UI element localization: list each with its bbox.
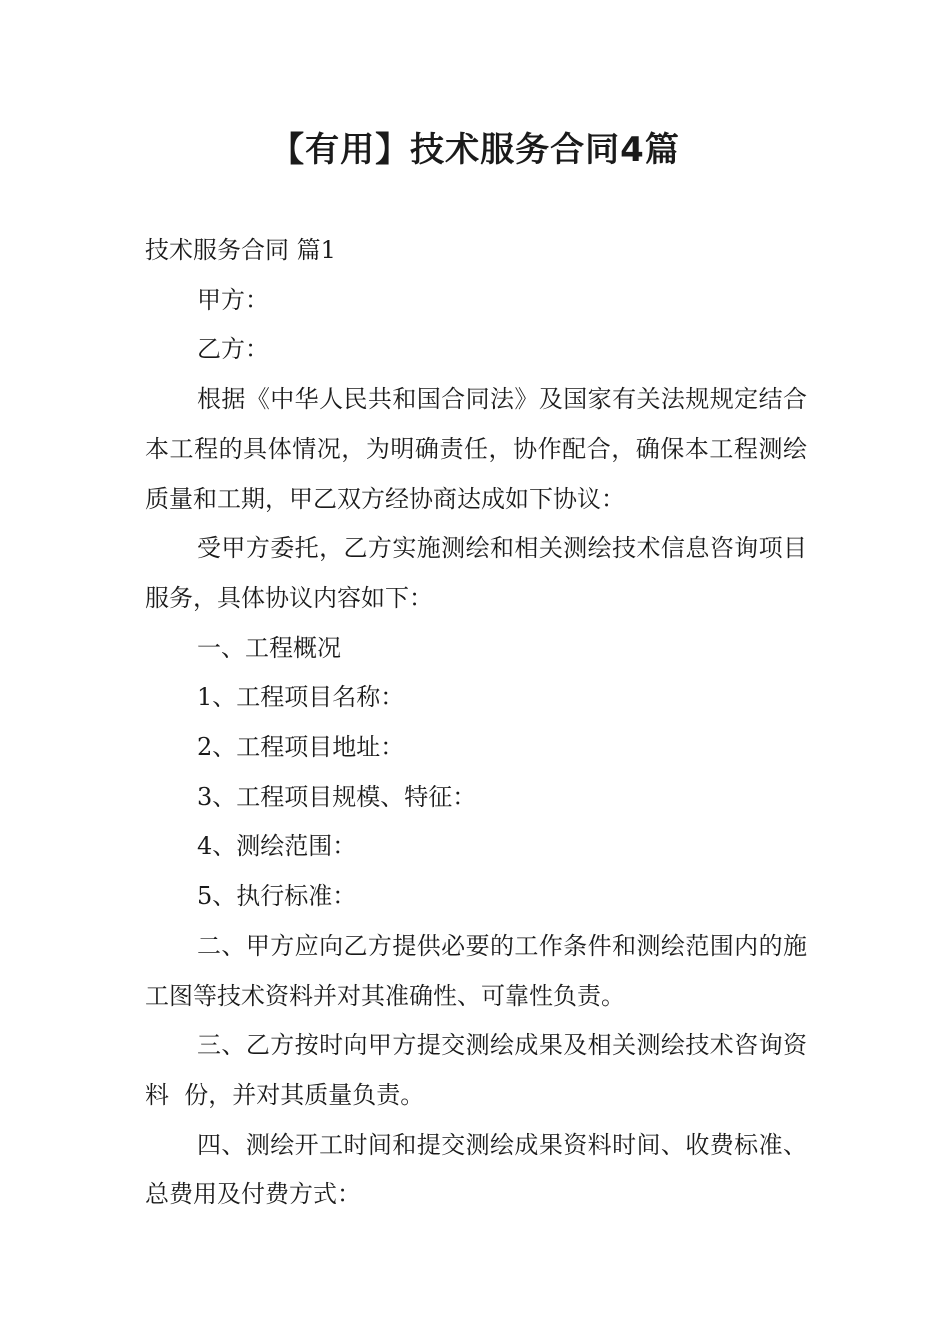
paragraph-party-a: 甲方： xyxy=(197,285,269,314)
paragraph-item-2: 2、工程项目地址： xyxy=(197,733,405,762)
paragraph-section-4: 四、测绘开工时间和提交测绘成果资料时间、收费标准、总费用及付费方式： xyxy=(145,1130,807,1209)
paragraph-item-5: 5、执行标准： xyxy=(197,882,357,911)
section-heading: 技术服务合同 篇1 xyxy=(145,236,336,264)
document-body xyxy=(145,226,807,1220)
document-title: 【有用】技术服务合同4篇 xyxy=(270,130,680,170)
paragraph-legal-basis: 根据《中华人民共和国合同法》及国家有关法规规定结合本工程的具体情况，为明确责任，协作配合，确保本工程测绘质量和工期，甲乙双方经协商达成如下协议： xyxy=(145,385,807,513)
paragraph-section-1-heading: 一、工程概况 xyxy=(197,633,341,662)
paragraph-section-2: 二、甲方应向乙方提供必要的工作条件和测绘范围内的施工图等技术资料并对其准确性、可靠性负责。 xyxy=(145,931,807,1010)
paragraph-item-3: 3、工程项目规模、特征： xyxy=(197,782,477,811)
paragraph-commission: 受甲方委托，乙方实施测绘和相关测绘技术信息咨询项目服务，具体协议内容如下： xyxy=(145,534,807,612)
paragraph-party-b: 乙方： xyxy=(197,335,269,364)
paragraph-item-4: 4、测绘范围： xyxy=(197,832,357,861)
paragraph-section-3: 三、乙方按时向甲方提交测绘成果及相关测绘技术咨询资料 份，并对其质量负责。 xyxy=(145,1031,807,1109)
paragraph-item-1: 1、工程项目名称： xyxy=(197,683,405,712)
